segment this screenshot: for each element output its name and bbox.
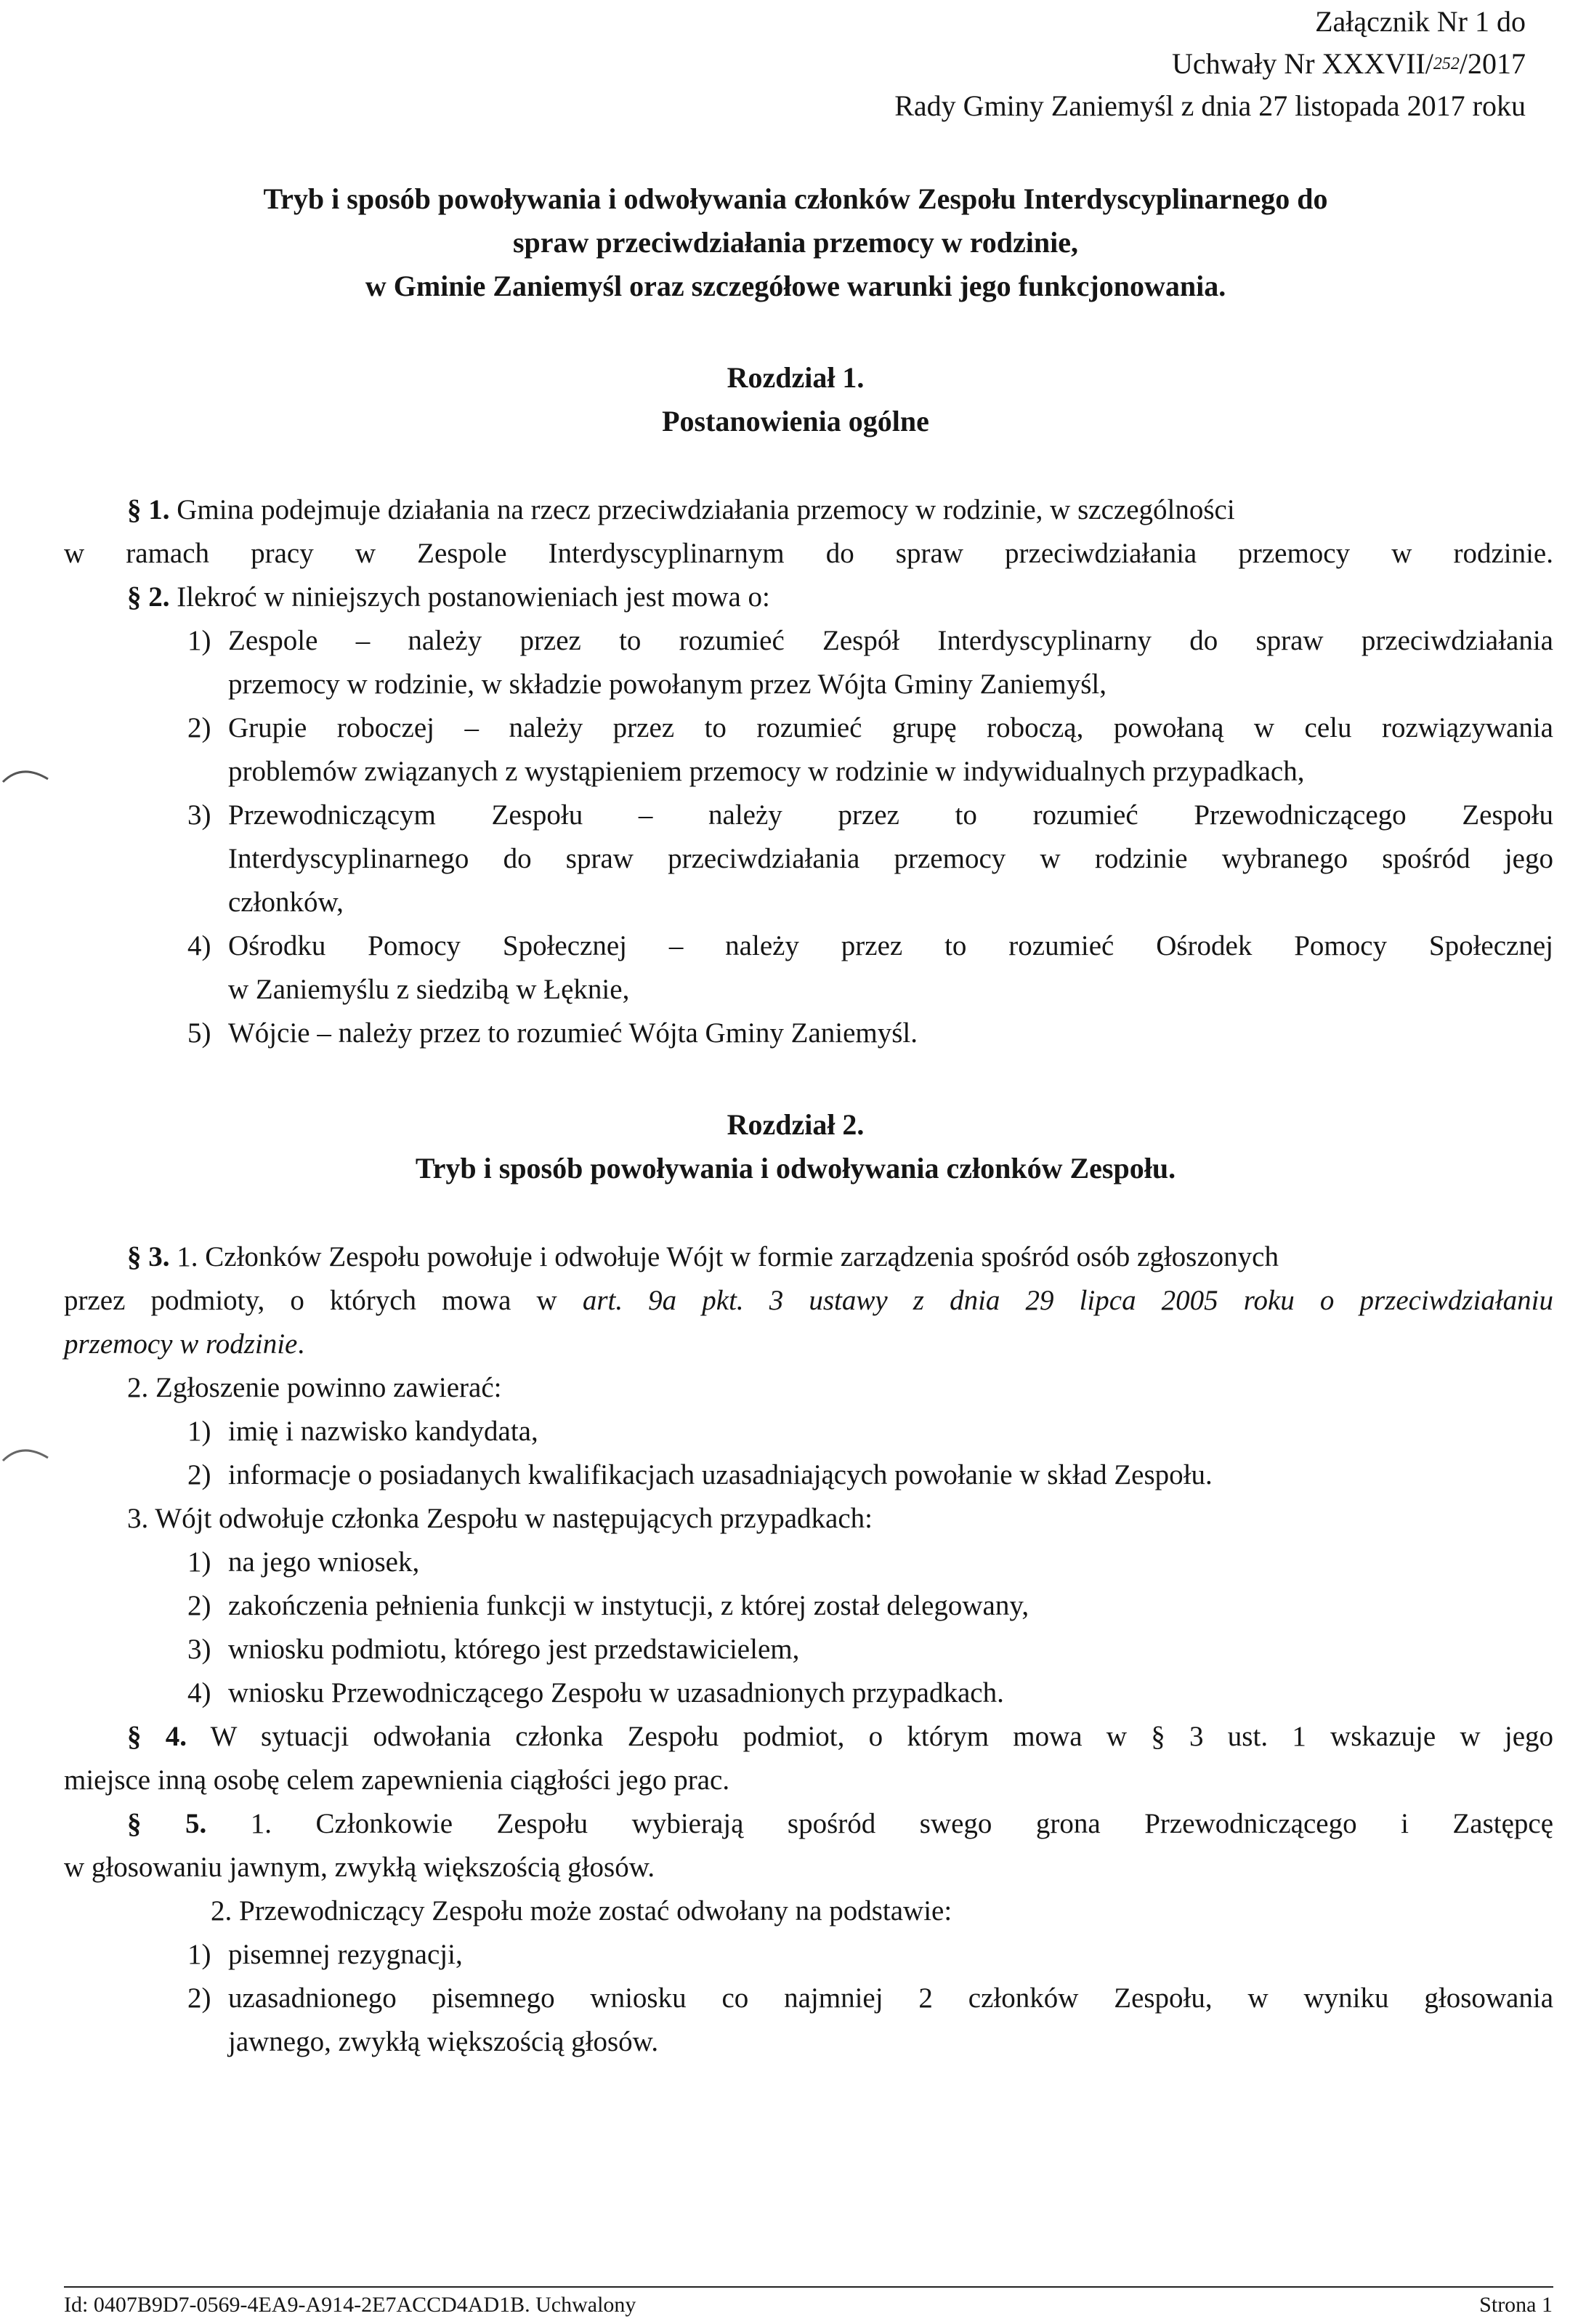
dismissal-item-3: wniosku podmiotu, którego jest przedstawicielem, [228,1634,800,1665]
list-number: 1) [187,1416,211,1447]
paragraph-3-section-3: 3. Wójt odwołuje członka Zespołu w następujących przypadkach: [127,1503,873,1534]
chapter-2-name: Tryb i sposób powoływania i odwoływania członków Zespołu. [415,1152,1176,1185]
paragraph-1-mark: § 1. [127,494,170,525]
punch-mark-icon [0,1439,58,1468]
definition-1-line-2: przemocy w rodzinie, w składzie powołanym przez Wójta Gminy Zaniemyśl, [228,669,1106,700]
list-number: 2) [187,1590,211,1621]
header-resolution-suffix: /2017 [1459,47,1526,80]
paragraph-2-intro [127,580,1551,615]
chapter-1-label: Rozdział 1. [727,361,865,394]
dismissal-item-4: wniosku Przewodniczącego Zespołu w uzasadnionych przypadkach. [228,1677,1004,1708]
dismissal-item-2: zakończenia pełnienia funkcji w instytucji, z której został delegowany, [228,1590,1029,1621]
definition-2-line-1: Grupie roboczej – należy przez to rozumieć grupę roboczą, powołaną w celu rozwiązywania [228,712,1553,743]
paragraph-4-mark: § 4. [127,1721,187,1752]
header-attachment-text: Załącznik Nr 1 do [1315,5,1526,38]
removal-item-2-line-2: jawnego, zwykłą większością głosów. [228,2026,659,2057]
definition-3-line-1: Przewodniczącym Zespołu – należy przez to rozumieć Przewodniczącego Zespołu [228,799,1553,831]
period: . [297,1328,305,1360]
list-number: 2) [187,1982,211,2014]
paragraph-3-line-2 [64,1283,1553,1318]
paragraph-1-line-1 [127,493,1551,528]
paragraph-3-mark: § 3. [127,1241,170,1272]
list-number: 4) [187,1677,211,1708]
paragraph-2-intro-text: Ilekroć w niniejszych postanowieniach jest mowa o: [177,581,770,613]
paragraph-3-plain: przez podmioty, o których mowa w [64,1285,583,1316]
footer-page-number: Strona 1 [1479,2293,1553,2317]
list-number: 1) [187,1939,211,1970]
header-council [727,89,1526,124]
header-attachment [872,4,1526,39]
nomination-item-1: imię i nazwisko kandydata, [228,1416,538,1447]
list-number: 5) [187,1017,211,1049]
definition-4-line-1: Ośrodku Pomocy Społecznej – należy przez to rozumieć Ośrodek Pomocy Społecznej [228,930,1553,961]
paragraph-3-line-1 [127,1240,1551,1275]
paragraph-4-text: W sytuacji odwołania członka Zespołu podmiot, o którym mowa w § 3 ust. 1 wskazuje w jego [210,1721,1553,1752]
handwritten-number: 252 [1433,55,1460,73]
statute-reference: art. 9a pkt. 3 ustawy z dnia 29 lipca 2005 roku o przeciwdziałaniu [582,1285,1553,1316]
paragraph-3-line-3 [64,1327,304,1362]
definition-1-line-1: Zespole – należy przez to rozumieć Zespół Interdyscyplinarny do spraw przeciwdziałania [228,625,1553,656]
paragraph-1-text: Gmina podejmuje działania na rzecz przeciwdziałania przemocy w rodzinie, w szczególności [177,494,1235,525]
paragraph-5-mark: § 5. [127,1808,207,1839]
paragraph-4-line-1 [127,1719,1553,1754]
footer-document-id: Id: 0407B9D7-0569-4EA9-A914-2E7ACCD4AD1B. Uchwalony [64,2293,636,2317]
nomination-item-2: informacje o posiadanych kwalifikacjach uzasadniających powołanie w skład Zespołu. [228,1459,1213,1490]
paragraph-5-text: 1. Członkowie Zespołu wybierają spośród swego grona Przewodniczącego i Zastępcę [250,1808,1553,1839]
list-number: 2) [187,712,211,743]
chapter-1-name: Postanowienia ogólne [662,405,929,437]
list-number: 2) [187,1459,211,1490]
header-council-text: Rady Gminy Zaniemyśl z dnia 27 listopada 2017 roku [894,89,1526,122]
definition-4-line-2: w Zaniemyślu z siedzibą w Łęknie, [228,974,630,1005]
list-number: 1) [187,625,211,656]
list-number: 1) [187,1546,211,1578]
header-resolution-prefix: Uchwały Nr XXXVII/ [1171,47,1433,80]
definition-3-line-2: Interdyscyplinarnego do spraw przeciwdziałania przemocy w rodzinie wybranego spośród jego [228,843,1553,874]
punch-mark-icon [0,760,58,789]
definition-2-line-2: problemów związanych z wystąpieniem przemocy w rodzinie w indywidualnych przypadkach, [228,756,1305,787]
paragraph-5-line-2: w głosowaniu jawnym, zwykłą większością głosów. [64,1852,655,1883]
paragraph-5-line-1 [127,1807,1553,1841]
chapter-2-label: Rozdział 2. [727,1108,865,1141]
paragraph-4-line-2: miejsce inną osobę celem zapewnienia ciągłości jego prac. [64,1764,730,1796]
statute-reference-end: przemocy w rodzinie [64,1328,298,1360]
list-number: 4) [187,930,211,961]
definition-5-line-1: Wójcie – należy przez to rozumieć Wójta Gminy Zaniemyśl. [228,1017,918,1049]
doc-title-line-2: spraw przeciwdziałania przemocy w rodzinie, [512,226,1079,259]
footer-divider [64,2286,1553,2288]
header-resolution [872,47,1526,81]
doc-title-line-3: w Gminie Zaniemyśl oraz szczegółowe warunki jego funkcjonowania. [365,270,1226,302]
paragraph-3-section-2: 2. Zgłoszenie powinno zawierać: [127,1372,502,1403]
paragraph-3-text: 1. Członków Zespołu powołuje i odwołuje Wójt w formie zarządzenia spośród osób zgłoszonych [177,1241,1279,1272]
dismissal-item-1: na jego wniosek, [228,1546,420,1578]
removal-item-2-line-1: uzasadnionego pisemnego wniosku co najmniej 2 członków Zespołu, w wyniku głosowania [228,1982,1553,2014]
removal-item-1: pisemnej rezygnacji, [228,1939,463,1970]
doc-title-line-1: Tryb i sposób powoływania i odwoływania członków Zespołu Interdyscyplinarnego do [263,182,1328,215]
paragraph-2-mark: § 2. [127,581,170,613]
definition-3-line-3: członków, [228,887,344,918]
list-number: 3) [187,1634,211,1665]
list-number: 3) [187,799,211,831]
paragraph-1-line-2: w ramach pracy w Zespole Interdyscyplinarnym do spraw przeciwdziałania przemocy w rodzinie. [64,538,1553,569]
paragraph-5-section-2: 2. Przewodniczący Zespołu może zostać odwołany na podstawie: [211,1895,952,1926]
